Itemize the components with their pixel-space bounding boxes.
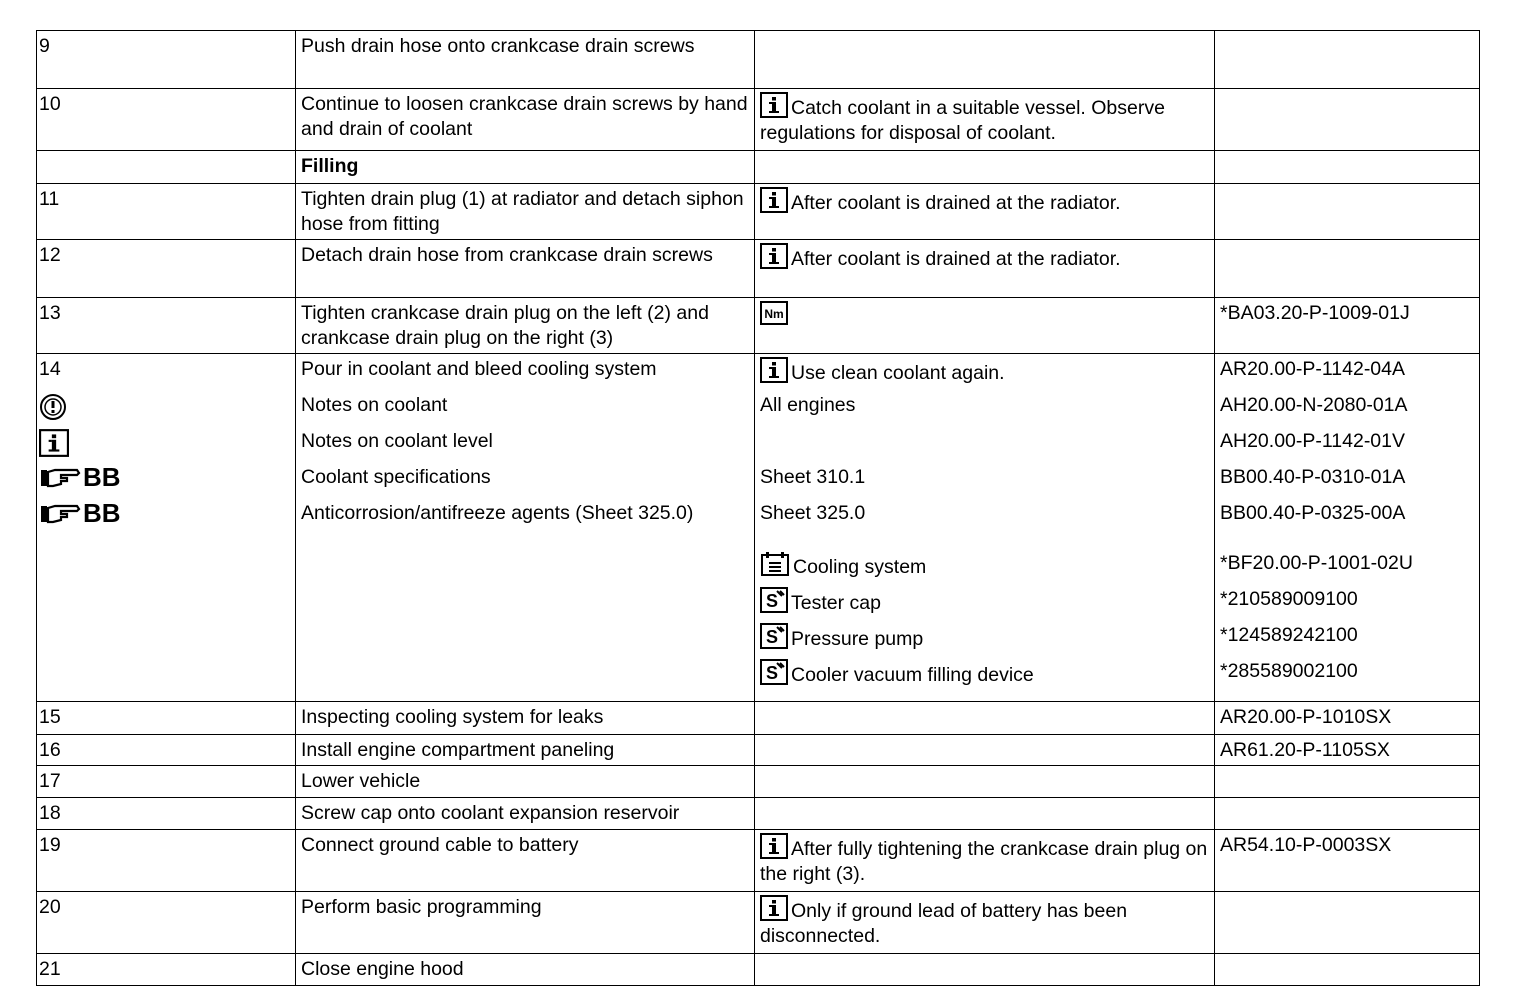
tool-item [760,623,1210,659]
pointing-hand-icon [39,466,81,490]
reference-link[interactable]: AR54.10-P-0003SX [1215,830,1480,892]
task-cell [296,354,755,702]
step-icons-cell [37,354,296,702]
task-text: Coolant specifications [301,466,491,488]
note-text: Sheet 310.1 [760,466,866,488]
step-number: 10 [37,89,296,151]
note-cell [755,240,1215,298]
info-icon [760,833,788,859]
table-row [37,298,1480,354]
task-text: Install engine compartment paneling [296,735,755,766]
step-number: 13 [37,298,296,354]
note-text: After coolant is drained at the radiator. [791,192,1121,214]
tool-item [760,587,1210,623]
reference-cell [1215,240,1480,298]
table-row [37,240,1480,298]
info-icon [760,357,788,383]
info-icon [760,92,788,118]
bb-label: BB [83,462,121,492]
step-number: 19 [37,830,296,892]
note-cell [755,89,1215,151]
table-row [37,89,1480,151]
procedure-table [36,30,1480,986]
reference-cell [1215,354,1480,702]
task-text: Pour in coolant and bleed cooling system [301,358,657,380]
task-text: Connect ground cable to battery [296,830,755,892]
task-text: Continue to loosen crankcase drain screws by hand and drain of coolant [296,89,755,151]
task-text: Close engine hood [296,954,755,986]
reference-link[interactable]: AR61.20-P-1105SX [1215,735,1480,766]
special-tool-icon [760,623,788,649]
task-text: Push drain hose onto crankcase drain screws [296,31,755,89]
note-cell [755,31,1215,89]
reference-cell [1215,89,1480,151]
note-cell [755,354,1215,702]
step-number: 9 [37,31,296,89]
tool-label: Cooler vacuum filling device [791,664,1034,686]
reference-link[interactable]: AH20.00-P-1142-01V [1220,430,1406,452]
step-number: 12 [37,240,296,298]
table-row [37,735,1480,766]
reference-link[interactable]: *124589242100 [1220,624,1358,646]
reference-link[interactable]: AR20.00-P-1142-04A [1220,358,1406,380]
reference-link[interactable]: *210589009100 [1220,588,1358,610]
table-row [37,151,1480,184]
svg-text:S: S [765,591,779,611]
task-text: Inspecting cooling system for leaks [296,702,755,735]
task-text: Notes on coolant level [301,430,493,452]
pointing-hand-icon [39,502,81,526]
procedure-document [36,30,1479,986]
torque-nm-icon [760,301,788,325]
pointing-hand-bb-link[interactable] [39,462,121,492]
workshop-document-icon [760,551,790,577]
step-number: 18 [37,798,296,830]
step-number: 21 [37,954,296,986]
table-row [37,954,1480,986]
note-cell [755,892,1215,954]
task-text: Screw cap onto coolant expansion reservoir [296,798,755,830]
note-text: Use clean coolant again. [791,362,1005,384]
step-number: 14 [39,358,61,380]
task-text: Tighten drain plug (1) at radiator and detach siphon hose from fitting [296,184,755,240]
tool-label: Pressure pump [791,628,924,650]
special-tool-icon [760,587,788,613]
table-row [37,766,1480,798]
note-cell [755,298,1215,354]
tool-label: Tester cap [791,592,881,614]
note-text: After fully tightening the crankcase drain plug on the right (3). [760,838,1208,885]
info-icon [760,187,788,213]
table-row [37,354,1480,702]
svg-text:Nm: Nm [764,307,784,321]
reference-link[interactable]: BB00.40-P-0325-00A [1220,502,1406,524]
info-icon [39,429,69,457]
table-row [37,798,1480,830]
reference-link[interactable]: BB00.40-P-0310-01A [1220,466,1406,488]
task-text: Perform basic programming [296,892,755,954]
table-row [37,184,1480,240]
table-row [37,31,1480,89]
info-icon [760,243,788,269]
step-number: 20 [37,892,296,954]
bb-label: BB [83,498,121,528]
reference-link[interactable]: *BA03.20-P-1009-01J [1215,298,1480,354]
attention-note-icon [39,393,67,421]
reference-cell [1215,31,1480,89]
note-text: Only if ground lead of battery has been disconnected. [760,900,1128,947]
table-row [37,702,1480,735]
note-cell [755,184,1215,240]
reference-cell [1215,184,1480,240]
step-number: 17 [37,766,296,798]
note-cell [755,830,1215,892]
task-text: Detach drain hose from crankcase drain screws [296,240,755,298]
step-number: 16 [37,735,296,766]
task-text: Notes on coolant [301,394,448,416]
step-number: 15 [37,702,296,735]
task-text: Tighten crankcase drain plug on the left (2) and crankcase drain plug on the right (3) [296,298,755,354]
tool-label: Cooling system [793,556,927,578]
reference-link[interactable]: *285589002100 [1220,660,1358,682]
note-text: Sheet 325.0 [760,502,866,524]
table-row [37,892,1480,954]
special-tool-icon [760,659,788,685]
note-text: After coolant is drained at the radiator. [791,248,1121,270]
note-text: Catch coolant in a suitable vessel. Observe regulations for disposal of coolant. [760,97,1165,144]
task-text: Anticorrosion/antifreeze agents (Sheet 325.0) [301,502,694,524]
svg-text:S: S [765,663,779,683]
step-number: 11 [37,184,296,240]
tool-item [760,659,1210,695]
info-icon [760,895,788,921]
svg-text:S: S [765,627,779,647]
note-text: All engines [760,394,856,416]
reference-link[interactable]: AH20.00-N-2080-01A [1220,394,1408,416]
tool-item [760,551,1210,587]
table-row [37,830,1480,892]
section-heading: Filling [296,151,755,184]
reference-link[interactable]: AR20.00-P-1010SX [1215,702,1480,735]
task-text: Lower vehicle [296,766,755,798]
pointing-hand-bb-link[interactable] [39,498,121,528]
reference-link[interactable]: *BF20.00-P-1001-02U [1220,552,1413,574]
